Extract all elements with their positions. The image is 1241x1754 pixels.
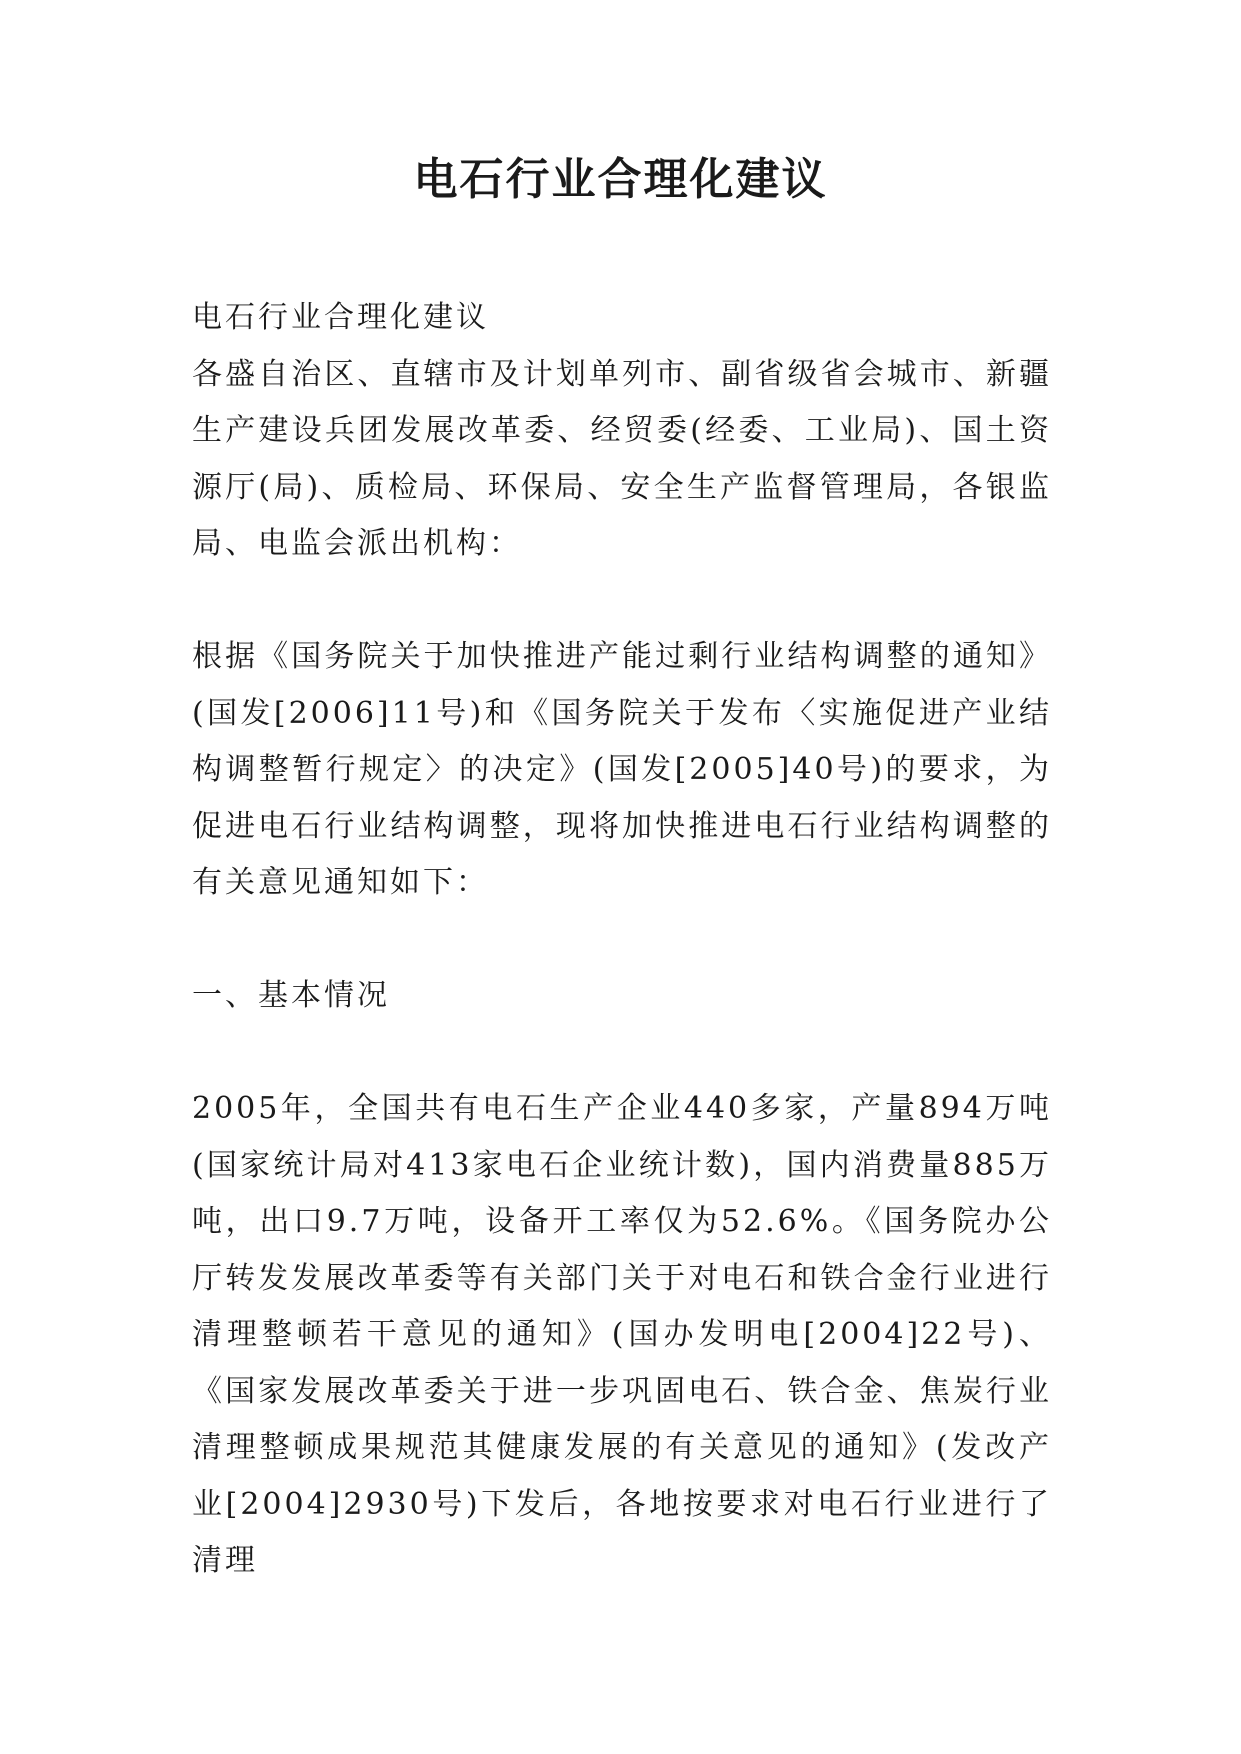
paragraph-gap — [192, 1025, 1052, 1082]
intro-paragraph: 根据《国务院关于加快推进产能过剩行业结构调整的通知》(国发[2006]11号)和《国务院关于发布〈实施促进产业结构调整暂行规定〉的决定》(国发[2005]40号)的要求，为促进电石行业结构调整，现将加快推进电石行业结构调整的有关意见通知如下： — [192, 639, 1052, 900]
salutation-paragraph: 各盛自治区、直辖市及计划单列市、副省级省会城市、新疆生产建设兵团发展改革委、经贸委(经委、工业局)、国土资源厅(局)、质检局、环保局、安全生产监督管理局，各银监局、电监会派出机构： — [192, 356, 1052, 561]
paragraph-gap — [192, 912, 1052, 969]
document-title: 电石行业合理化建议 — [413, 154, 828, 205]
paragraph-gap — [192, 573, 1052, 630]
document-subtitle: 电石行业合理化建议 — [192, 300, 489, 335]
section-paragraph: 2005年，全国共有电石生产企业440多家，产量894万吨(国家统计局对413家电石企业统计数)，国内消费量885万吨，出口9.7万吨，设备开工率仅为52.6%。《国务院办公厅转发发展改革委等有关部门关于对电石和铁合金行业进行清理整顿若干意见的通知》(国办发明电[2004]22号)、《国家发展改革委关于进一步巩固电石、铁合金、焦炭行业清理整顿成果规范其健康发展的有关意见的通知》(发改产业[2004]2930号)下发后，各地按要求对电石行业进行了清理 — [192, 1091, 1052, 1578]
section-heading: 一、基本情况 — [192, 978, 390, 1013]
document-body — [192, 290, 1052, 1590]
